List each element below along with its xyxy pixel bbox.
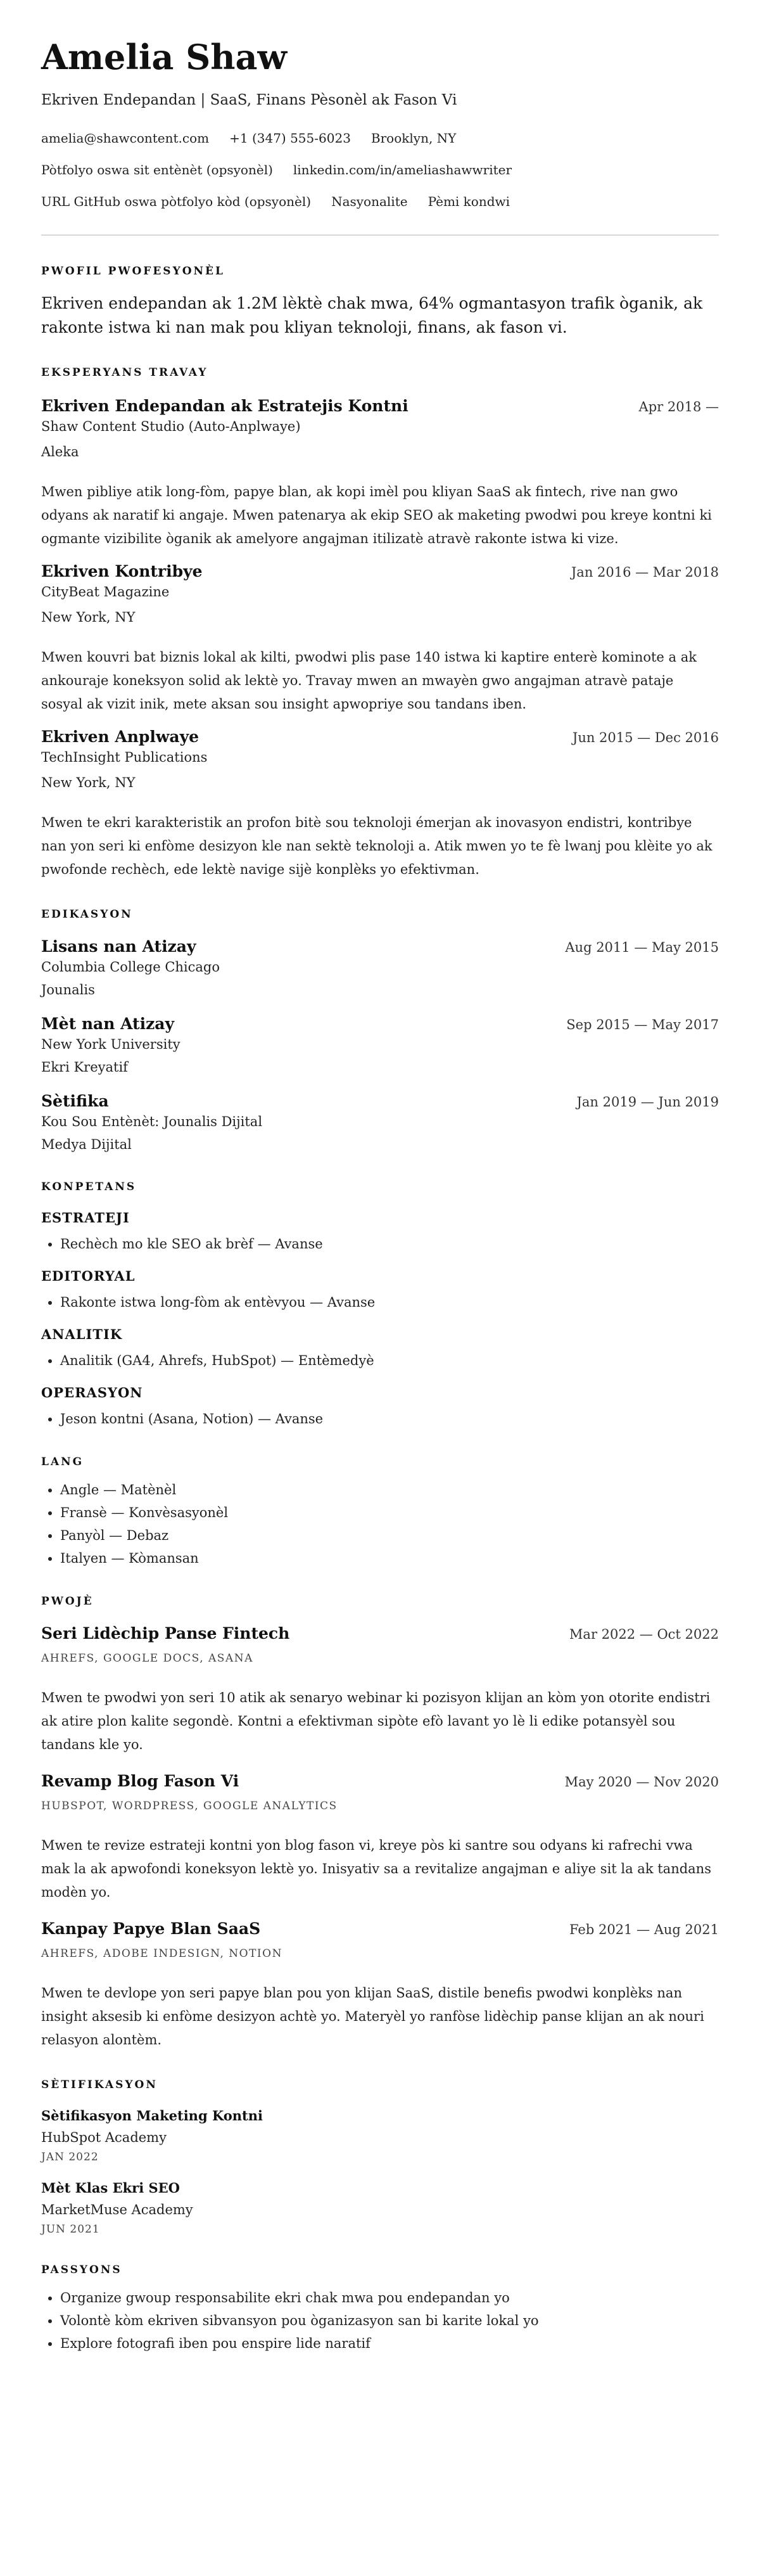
language-item: • Italyen — Kòmansan xyxy=(60,1547,719,1570)
degree-date: Sep 2015 — May 2017 xyxy=(566,1017,719,1032)
job-company: TechInsight Publications xyxy=(41,750,208,765)
portfolio-link[interactable]: Pòtfolyo oswa sit entènèt (opsyonèl) xyxy=(41,162,273,177)
education-entry xyxy=(41,1091,719,1154)
hobby-item: • Volontè kòm ekriven sibvansyon pou òganizasyon san bi karite lokal yo xyxy=(60,2309,719,2332)
education-heading: EDIKASYON xyxy=(41,908,133,921)
experience-entry xyxy=(41,726,719,881)
degree-date: Aug 2011 — May 2015 xyxy=(565,940,719,955)
email-link[interactable]: amelia@shawcontent.com xyxy=(41,131,210,146)
certification-entry xyxy=(41,2106,719,2165)
degree-title: Sètifika xyxy=(41,1092,109,1110)
job-description: Mwen kouvri bat biznis lokal ak kilti, pwodwi plis pase 140 istwa ki kaptire enterè kominote a ak ankouraje koneksyon solid ak lektè yo. Travay mwen an mwayèn gwo angajman atravè pataje sosyal ak vizit inik, mete aksan sou insight apwopriye sou tandans iben. xyxy=(41,650,697,712)
project-date: Feb 2021 — Aug 2021 xyxy=(569,1922,719,1937)
contact-row-extra xyxy=(41,193,719,210)
job-title: Ekriven Kontribye xyxy=(41,562,203,580)
projects-heading: PWOJÈ xyxy=(41,1595,94,1608)
job-company: Shaw Content Studio (Auto-Anplwaye) xyxy=(41,419,301,434)
project-date: Mar 2022 — Oct 2022 xyxy=(569,1627,719,1642)
skill-item: • Jeson kontni (Asana, Notion) — Avanse xyxy=(60,1407,719,1430)
school-name: New York University xyxy=(41,1037,180,1052)
degree-field: Jounalis xyxy=(41,982,95,997)
hobby-item: • Organize gwoup responsabilite ekri chak mwa pou endepandan yo xyxy=(60,2286,719,2309)
job-date: Jun 2015 — Dec 2016 xyxy=(572,730,719,745)
profile-summary: Ekriven endepandan ak 1.2M lèktè chak mwa, 64% ogmantasyon trafik òganik, ak rakonte istwa ki nan mak pou kliyan teknoloji, finans, ak fason vi. xyxy=(41,294,703,336)
job-location: Aleka xyxy=(41,444,79,459)
hobbies-list xyxy=(41,2286,719,2355)
job-title: Ekriven Anplwaye xyxy=(41,727,200,746)
skill-group xyxy=(41,1383,719,1430)
license-text: Pèmi kondwi xyxy=(428,194,510,209)
hobbies-heading: PASSYONS xyxy=(41,2264,122,2276)
skill-group-name: EDITORYAL xyxy=(41,1268,136,1284)
certification-entry xyxy=(41,2179,719,2237)
job-company: CityBeat Magazine xyxy=(41,584,170,599)
certifications-heading: SÈTIFIKASYON xyxy=(41,2079,158,2091)
language-item: • Angle — Matènèl xyxy=(60,1478,719,1501)
experience-entry xyxy=(41,561,719,716)
project-entry xyxy=(41,1623,719,1757)
skill-group xyxy=(41,1325,719,1372)
job-date: Apr 2018 — xyxy=(638,399,719,414)
phone-text: +1 (347) 555-6023 xyxy=(229,131,351,146)
candidate-name: Amelia Shaw xyxy=(41,37,287,77)
project-entry xyxy=(41,1918,719,2052)
degree-field: Medya Dijital xyxy=(41,1137,132,1152)
school-name: Kou Sou Entènèt: Jounalis Dijital xyxy=(41,1114,263,1129)
contact-row-primary xyxy=(41,129,719,147)
nationality-text: Nasyonalite xyxy=(331,194,408,209)
degree-title: Mèt nan Atizay xyxy=(41,1015,175,1033)
skill-group-name: ESTRATEJI xyxy=(41,1210,130,1226)
language-item: • Panyòl — Debaz xyxy=(60,1524,719,1547)
cert-date: JUN 2021 xyxy=(41,2223,100,2236)
project-description: Mwen te pwodwi yon seri 10 atik ak senaryo webinar ki pozisyon klijan an kòm yon otorite endistri ak atire plon kalite segondè. Kontni a efektivman sipòte efò lavant yo lè li edike potansyèl sou tandans kle yo. xyxy=(41,1690,711,1752)
degree-date: Jan 2019 — Jun 2019 xyxy=(576,1094,719,1110)
job-title: Ekriven Endepandan ak Estratejis Kontni xyxy=(41,397,408,415)
location-text: Brooklyn, NY xyxy=(370,131,457,146)
experience-heading: EKSPERYANS TRAVAY xyxy=(41,366,208,379)
skill-group-name: ANALITIK xyxy=(41,1326,123,1342)
job-date: Jan 2016 — Mar 2018 xyxy=(571,565,719,580)
cert-title: Sètifikasyon Maketing Kontni xyxy=(41,2108,263,2124)
hobby-item: • Explore fotografi iben pou enspire lide naratif xyxy=(60,2332,719,2355)
project-tech: AHREFS, GOOGLE DOCS, ASANA xyxy=(41,1652,253,1665)
headline: Ekriven Endepandan | SaaS, Finans Pèsonèl ak Fason Vi xyxy=(41,92,457,108)
cert-title: Mèt Klas Ekri SEO xyxy=(41,2180,180,2196)
cert-date: JAN 2022 xyxy=(41,2151,99,2163)
profile-heading: PWOFIL PWOFESYONÈL xyxy=(41,265,225,278)
skill-group xyxy=(41,1267,719,1314)
github-link[interactable]: URL GitHub oswa pòtfolyo kòd (opsyonèl) xyxy=(41,194,312,209)
linkedin-link[interactable]: linkedin.com/in/ameliashawwriter xyxy=(293,162,512,177)
project-description: Mwen te revize estrateji kontni yon blog fason vi, kreye pòs ki santre sou odyans ki rafrechi vwa mak la ak apwofondi koneksyon lektè yo. Inisyativ sa a revitalize angajman e aliye sit la ak tandans modèn yo. xyxy=(41,1838,711,1900)
project-title: Revamp Blog Fason Vi xyxy=(41,1772,239,1790)
cert-issuer: HubSpot Academy xyxy=(41,2130,167,2145)
skill-group-name: OPERASYON xyxy=(41,1385,143,1400)
language-item: • Fransè — Konvèsasyonèl xyxy=(60,1501,719,1524)
project-tech: HUBSPOT, WORDPRESS, GOOGLE ANALYTICS xyxy=(41,1800,338,1812)
skill-group xyxy=(41,1208,719,1255)
project-tech: AHREFS, ADOBE INDESIGN, NOTION xyxy=(41,1947,282,1960)
skill-item: • Rakonte istwa long-fòm ak entèvyou — Avanse xyxy=(60,1291,719,1314)
degree-title: Lisans nan Atizay xyxy=(41,937,196,956)
cert-issuer: MarketMuse Academy xyxy=(41,2202,193,2217)
skill-item: • Analitik (GA4, Ahrefs, HubSpot) — Entèmedyè xyxy=(60,1349,719,1372)
skills-heading: KONPETANS xyxy=(41,1181,137,1193)
degree-field: Ekri Kreyatif xyxy=(41,1060,128,1075)
project-title: Kanpay Papye Blan SaaS xyxy=(41,1919,261,1938)
project-date: May 2020 — Nov 2020 xyxy=(564,1774,719,1790)
education-entry xyxy=(41,936,719,999)
job-location: New York, NY xyxy=(41,775,136,790)
experience-entry xyxy=(41,395,719,551)
languages-list xyxy=(41,1478,719,1570)
education-entry xyxy=(41,1013,719,1077)
languages-heading: LANG xyxy=(41,1456,84,1468)
contact-row-links xyxy=(41,161,719,179)
job-location: New York, NY xyxy=(41,610,136,625)
skill-item: • Rechèch mo kle SEO ak brèf — Avanse xyxy=(60,1233,719,1255)
header-divider xyxy=(41,234,719,236)
project-description: Mwen te devlope yon seri papye blan pou yon klijan SaaS, distile benefis pwodwi konplèks nan insight aksesib ki enfòme desizyon achtè yo. Materyèl yo ranfòse lidèchip panse klijan an ak nouri relasyon alontèm. xyxy=(41,1985,704,2047)
job-description: Mwen pibliye atik long-fòm, papye blan, ak kopi imèl pou kliyan SaaS ak fintech, rive nan gwo odyans ak naratif ki angaje. Mwen patenarya ak ekip SEO ak maketing pwodwi pou kreye kontni ki ogmante vizibilite òganik ak amelyore angajman itilizatè atravè rakonte istwa ki vize. xyxy=(41,484,712,546)
job-description: Mwen te ekri karakteristik an profon bitè sou teknoloji émerjan ak inovasyon endistri, kontribye nan yon seri ki enfòme desizyon kle nan sektè teknoloji a. Atik mwen yo te fè lwanj pou klèite yo ak pwofonde rechèch, ede lektè navige sijè konplèks yo efektivman. xyxy=(41,815,712,877)
project-entry xyxy=(41,1771,719,1904)
project-title: Seri Lidèchip Panse Fintech xyxy=(41,1624,290,1643)
school-name: Columbia College Chicago xyxy=(41,959,220,975)
resume-page xyxy=(41,0,719,2355)
